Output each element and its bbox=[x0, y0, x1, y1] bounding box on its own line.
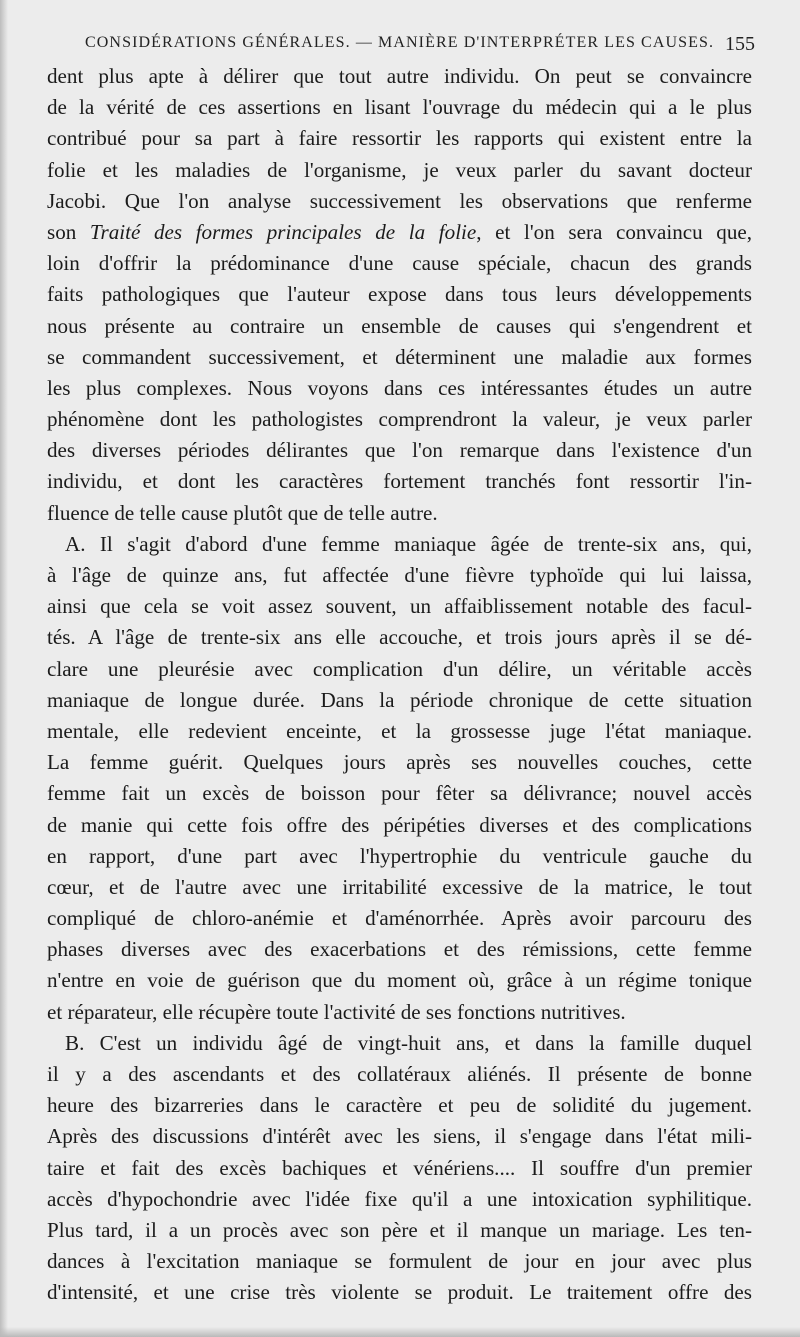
text-line: nous présente au contraire un ensemble de causes qui s'engendrent et bbox=[47, 313, 752, 338]
text-line: compliqué de chloro-anémie et d'aménorrhée. Après avoir parcouru des bbox=[47, 906, 752, 931]
italic-book-title: Traité des formes principales de la folie bbox=[89, 219, 477, 244]
text-line: loin d'offrir la prédominance d'une cause spéciale, chacun des grands bbox=[47, 251, 752, 276]
text-line: il y a des ascendants et des collatéraux aliénés. Il présente de bonne bbox=[47, 1062, 752, 1086]
text-line: heure des bizarreries dans le caractère et peu de solidité du jugement. bbox=[47, 1093, 752, 1118]
text-line: tés. A l'âge de trente-six ans elle accouche, et trois jours après il se dé- bbox=[47, 625, 752, 650]
text-line: mentale, elle redevient enceinte, et la grossesse juge l'état maniaque. bbox=[47, 718, 752, 743]
text-segment: , et l'on sera convaincu que, bbox=[476, 219, 752, 244]
text-line: n'entre en voie de guérison que du moment où, grâce à un régime tonique bbox=[47, 968, 752, 993]
text-line: clare une pleurésie avec complication d'un délire, un véritable accès bbox=[47, 656, 752, 681]
text-line: faits pathologiques que l'auteur expose dans tous leurs développements bbox=[47, 282, 752, 307]
text-line: maniaque de longue durée. Dans la période chronique de cette situation bbox=[47, 687, 752, 712]
text-line: se commandent successivement, et déterminent une maladie aux formes bbox=[47, 344, 752, 369]
text-line: La femme guérit. Quelques jours après ses nouvelles couches, cette bbox=[47, 750, 752, 775]
text-line: folie et les maladies de l'organisme, je veux parler du savant docteur bbox=[47, 157, 752, 182]
text-line: à l'âge de quinze ans, fut affectée d'une fièvre typhoïde qui lui laissa, bbox=[47, 563, 752, 587]
page-number: 155 bbox=[725, 33, 755, 55]
text-line-with-title bbox=[47, 217, 752, 248]
text-line: les plus complexes. Nous voyons dans ces intéressantes études un autre bbox=[47, 375, 752, 400]
case-a-first-line: A. Il s'agit d'abord d'une femme maniaque âgée de trente-six ans, qui, bbox=[65, 531, 752, 556]
paragraph-end-line: et réparateur, elle récupère toute l'activité de ses fonctions nutritives. bbox=[47, 999, 626, 1024]
running-header bbox=[85, 34, 755, 64]
text-line: contribué pour sa part à faire ressortir les rapports qui existent entre la bbox=[47, 126, 752, 151]
page-bottom-shadow bbox=[0, 1327, 800, 1337]
paragraph-end-line: fluence de telle cause plutôt que de telle autre. bbox=[47, 500, 438, 525]
body-text bbox=[47, 61, 752, 1309]
text-line: dent plus apte à délirer que tout autre individu. On peut se convaincre bbox=[47, 64, 752, 88]
text-line: de manie qui cette fois offre des péripéties diverses et des complications bbox=[47, 812, 752, 837]
text-line: Jacobi. Que l'on analyse successivement les observations que renferme bbox=[47, 188, 752, 213]
text-line: des diverses périodes délirantes que l'on remarque dans l'existence d'un bbox=[47, 438, 752, 463]
text-line: ainsi que cela se voit assez souvent, un affaiblissement notable des facul- bbox=[47, 594, 752, 619]
text-line: accès d'hypochondrie avec l'idée fixe qu'il a une intoxication syphilitique. bbox=[47, 1186, 752, 1211]
text-line: femme fait un excès de boisson pour fêter sa délivrance; nouvel accès bbox=[47, 781, 752, 806]
case-b-first-line: B. C'est un individu âgé de vingt-huit ans, et dans la famille duquel bbox=[65, 1030, 752, 1055]
text-line: Après des discussions d'intérêt avec les siens, il s'engage dans l'état mili- bbox=[47, 1124, 752, 1149]
text-line: phases diverses avec des exacerbations et des rémissions, cette femme bbox=[47, 937, 752, 962]
text-line: cœur, et de l'autre avec une irritabilité excessive de la matrice, le tout bbox=[47, 874, 752, 899]
text-line: dances à l'excitation maniaque se formulent de jour en jour avec plus bbox=[47, 1249, 752, 1274]
page-left-shadow bbox=[0, 0, 8, 1337]
text-line: Plus tard, il a un procès avec son père et il manque un mariage. Les ten- bbox=[47, 1217, 752, 1242]
text-segment: son bbox=[47, 219, 90, 244]
text-line: d'intensité, et une crise très violente se produit. Le traitement offre des bbox=[47, 1280, 752, 1305]
text-line: phénomène dont les pathologistes comprendront la valeur, je veux parler bbox=[47, 407, 752, 432]
text-line: individu, et dont les caractères fortement tranchés font ressortir l'in- bbox=[47, 469, 752, 494]
text-line: taire et fait des excès bachiques et vénériens.... Il souffre d'un premier bbox=[47, 1155, 752, 1180]
running-header-title: CONSIDÉRATIONS GÉNÉRALES. — MANIÈRE D'INTERPRÉTER LES CAUSES. bbox=[85, 34, 715, 51]
text-line: de la vérité de ces assertions en lisant l'ouvrage du médecin qui a le plus bbox=[47, 95, 752, 120]
text-line: en rapport, d'une part avec l'hypertrophie du ventricule gauche du bbox=[47, 843, 752, 868]
